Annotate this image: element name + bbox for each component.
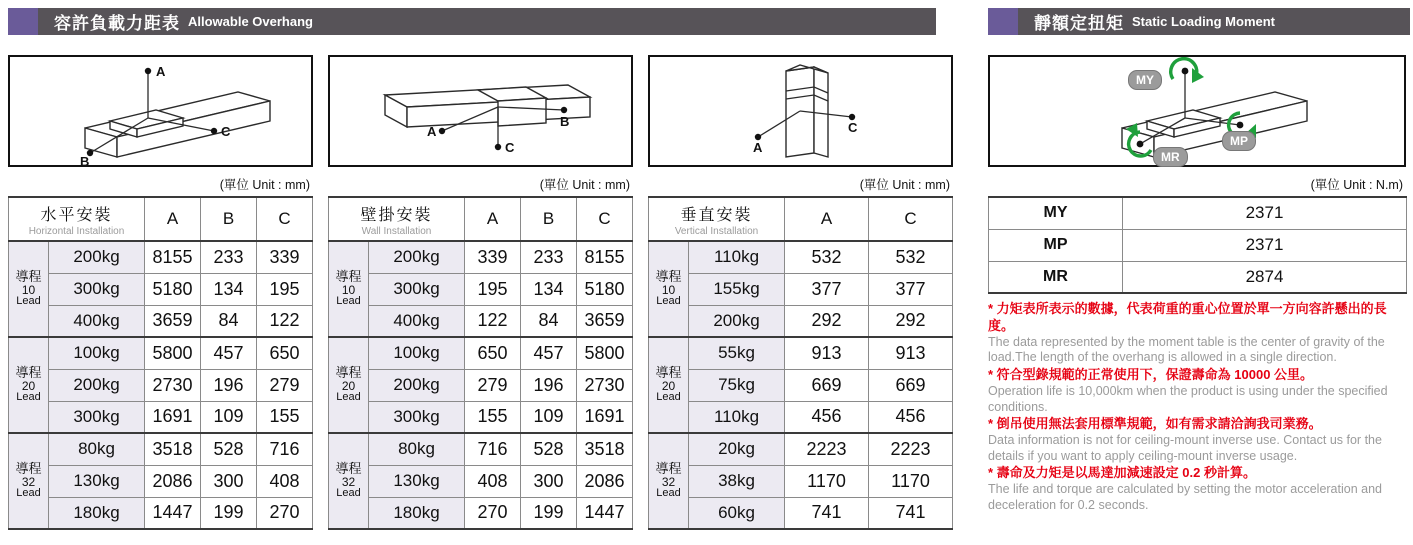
column-header-b: B: [201, 197, 257, 241]
value-cell: 716: [257, 433, 313, 465]
moment-row: [989, 197, 1407, 229]
note-en: The life and torque are calculated by setting the motor acceleration and deceleration for 0.2 seconds.: [988, 482, 1382, 512]
table-row: [329, 401, 633, 433]
lead-en: Lead: [656, 487, 681, 500]
table-row: [649, 433, 953, 465]
table-row: [9, 401, 313, 433]
moment-value: 2371: [1123, 197, 1407, 229]
axis-label-c: C: [221, 124, 231, 139]
value-cell: 3518: [145, 433, 201, 465]
note-en: Data information is not for ceiling-mount inverse use. Contact us for the details if you want to apply ceiling-mount inverse usage.: [988, 433, 1382, 463]
lead-number: 20: [21, 378, 36, 393]
table-row: [9, 273, 313, 305]
section-header-moment: [988, 8, 1410, 35]
value-cell: 377: [869, 273, 953, 305]
column-header-b: B: [521, 197, 577, 241]
lead-en: Lead: [16, 487, 41, 500]
moment-label: MY: [989, 197, 1123, 229]
note-zh: * 倒吊使用無法套用標準規範，如有需求請洽詢我司業務。: [988, 416, 1322, 432]
table-title: [329, 197, 465, 241]
lead-number: 32: [661, 474, 676, 489]
table-row: [329, 497, 633, 529]
value-cell: 2223: [785, 433, 869, 465]
lead-number: 10: [21, 282, 36, 297]
table-row: [329, 337, 633, 369]
axis-label-a: A: [753, 140, 763, 155]
lead-cell: [649, 241, 689, 337]
column-header-c: C: [577, 197, 633, 241]
value-cell: 233: [521, 241, 577, 273]
lead-zh: 導程: [655, 461, 682, 477]
moment-label-my: MY: [1128, 70, 1162, 90]
moment-label: MP: [989, 229, 1123, 261]
moment-label-mp: MP: [1222, 131, 1256, 151]
lead-cell: [9, 433, 49, 529]
value-cell: 84: [201, 305, 257, 337]
load-cell: 110kg: [689, 241, 785, 273]
column-header-a: A: [145, 197, 201, 241]
table-row: [649, 337, 953, 369]
value-cell: 3518: [577, 433, 633, 465]
lead-en: Lead: [16, 295, 41, 308]
value-cell: 741: [869, 497, 953, 529]
load-cell: 300kg: [369, 273, 465, 305]
value-cell: 199: [201, 497, 257, 529]
table-row: [329, 433, 633, 465]
value-cell: 1447: [577, 497, 633, 529]
note-zh: * 力矩表所表示的數據，代表荷重的重心位置於單一方向容許懸出的長度。: [988, 301, 1387, 333]
value-cell: 270: [257, 497, 313, 529]
value-cell: 650: [465, 337, 521, 369]
allowable-overhang-section: [8, 8, 953, 530]
value-cell: 532: [785, 241, 869, 273]
wall-rail-drawing: [330, 57, 631, 165]
table-title-en: Wall Installation: [361, 225, 432, 237]
value-cell: 155: [465, 401, 521, 433]
value-cell: 109: [201, 401, 257, 433]
value-cell: 300: [521, 465, 577, 497]
axis-label-a: A: [427, 124, 437, 139]
table-title: [649, 197, 785, 241]
load-cell: 180kg: [49, 497, 145, 529]
section-title-zh: 靜額定扭矩: [1034, 14, 1124, 33]
axis-label-b: B: [560, 114, 570, 129]
load-cell: 55kg: [689, 337, 785, 369]
value-cell: 8155: [577, 241, 633, 273]
lead-cell: [649, 337, 689, 433]
lead-en: Lead: [656, 391, 681, 404]
moment-label: MR: [989, 261, 1123, 293]
moment-value: 2371: [1123, 229, 1407, 261]
value-cell: 650: [257, 337, 313, 369]
lead-en: Lead: [336, 487, 361, 500]
table-row: [329, 465, 633, 497]
lead-cell: [329, 337, 369, 433]
value-cell: 122: [465, 305, 521, 337]
value-cell: 195: [465, 273, 521, 305]
unit-label-nm: (單位 Unit : N.m): [1310, 178, 1403, 192]
load-cell: 20kg: [689, 433, 785, 465]
moment-label-mr: MR: [1153, 147, 1188, 167]
header-row: [9, 197, 313, 241]
value-cell: 1447: [145, 497, 201, 529]
value-cell: 2223: [869, 433, 953, 465]
value-cell: 913: [869, 337, 953, 369]
lead-cell: [649, 433, 689, 529]
lead-en: Lead: [656, 295, 681, 308]
lead-number: 20: [341, 378, 356, 393]
column-header-c: C: [257, 197, 313, 241]
value-cell: 292: [869, 305, 953, 337]
value-cell: 279: [257, 369, 313, 401]
table-row: [649, 369, 953, 401]
column-header-a: A: [465, 197, 521, 241]
table-row: [329, 273, 633, 305]
table-row: [329, 305, 633, 337]
load-cell: 60kg: [689, 497, 785, 529]
value-cell: 1691: [145, 401, 201, 433]
unit-label-mm: (單位 Unit : mm): [539, 178, 630, 192]
overhang-table: [648, 196, 953, 530]
value-cell: 196: [201, 369, 257, 401]
table-row: [9, 497, 313, 529]
table-row: [9, 337, 313, 369]
lead-zh: 導程: [15, 365, 42, 381]
lead-zh: 導程: [655, 365, 682, 381]
lead-number: 10: [661, 282, 676, 297]
lead-number: 20: [661, 378, 676, 393]
value-cell: 196: [521, 369, 577, 401]
load-cell: 38kg: [689, 465, 785, 497]
value-cell: 716: [465, 433, 521, 465]
table-row: [649, 305, 953, 337]
note-zh: * 壽命及力矩是以馬達加減速設定 0.2 秒計算。: [988, 465, 1256, 481]
value-cell: 5800: [145, 337, 201, 369]
load-cell: 80kg: [369, 433, 465, 465]
lead-zh: 導程: [335, 365, 362, 381]
table-title-en: Vertical Installation: [674, 225, 759, 237]
value-cell: 2086: [145, 465, 201, 497]
value-cell: 669: [869, 369, 953, 401]
moment-row: [989, 229, 1407, 261]
value-cell: 456: [785, 401, 869, 433]
section-title-zh: 容許負載力距表: [54, 14, 180, 33]
lead-en: Lead: [336, 295, 361, 308]
purple-accent-square: [988, 8, 1018, 35]
load-cell: 200kg: [689, 305, 785, 337]
moment-value: 2874: [1123, 261, 1407, 293]
value-cell: 2730: [577, 369, 633, 401]
wall-installation-column: [328, 55, 633, 530]
load-cell: 130kg: [49, 465, 145, 497]
table-row: [329, 369, 633, 401]
load-cell: 300kg: [369, 401, 465, 433]
lead-cell: [329, 241, 369, 337]
horizontal-installation-column: [8, 55, 313, 530]
table-title: [9, 197, 145, 241]
lead-zh: 導程: [655, 269, 682, 285]
table-row: [649, 273, 953, 305]
load-cell: 100kg: [49, 337, 145, 369]
value-cell: 3659: [577, 305, 633, 337]
value-cell: 134: [201, 273, 257, 305]
table-title-en: Horizontal Installation: [28, 225, 125, 237]
lead-zh: 導程: [15, 461, 42, 477]
horizontal-installation-diagram: [8, 55, 313, 167]
value-cell: 528: [201, 433, 257, 465]
load-cell: 80kg: [49, 433, 145, 465]
value-cell: 292: [785, 305, 869, 337]
table-title-zh: 垂直安裝: [680, 206, 753, 224]
table-row: [9, 241, 313, 273]
value-cell: 270: [465, 497, 521, 529]
overhang-table: [328, 196, 633, 530]
load-cell: 300kg: [49, 401, 145, 433]
lead-cell: [329, 433, 369, 529]
moment-directions-diagram: [988, 55, 1406, 167]
moment-table: [988, 196, 1407, 294]
value-cell: 1170: [785, 465, 869, 497]
value-cell: 155: [257, 401, 313, 433]
axis-label-c: C: [505, 140, 515, 155]
table-row: [649, 497, 953, 529]
lead-en: Lead: [16, 391, 41, 404]
value-cell: 339: [257, 241, 313, 273]
static-loading-moment-section: [988, 8, 1410, 514]
load-cell: 110kg: [689, 401, 785, 433]
load-cell: 200kg: [369, 369, 465, 401]
value-cell: 2086: [577, 465, 633, 497]
table-title-zh: 壁掛安裝: [360, 206, 433, 224]
value-cell: 377: [785, 273, 869, 305]
purple-accent-square: [8, 8, 38, 35]
value-cell: 84: [521, 305, 577, 337]
value-cell: 1691: [577, 401, 633, 433]
lead-cell: [9, 241, 49, 337]
load-cell: 300kg: [49, 273, 145, 305]
section-title-en: Static Loading Moment: [1132, 14, 1275, 29]
lead-number: 10: [341, 282, 356, 297]
note-zh: * 符合型錄規範的正常使用下，保證壽命為 10000 公里。: [988, 367, 1314, 383]
value-cell: 5800: [577, 337, 633, 369]
unit-label-mm: (單位 Unit : mm): [219, 178, 310, 192]
axis-label-b: B: [80, 154, 90, 169]
unit-label-mm: (單位 Unit : mm): [859, 178, 950, 192]
value-cell: 457: [201, 337, 257, 369]
lead-zh: 導程: [335, 461, 362, 477]
column-header-c: C: [869, 197, 953, 241]
header-row: [329, 197, 633, 241]
table-row: [649, 401, 953, 433]
table-row: [649, 241, 953, 273]
value-cell: 8155: [145, 241, 201, 273]
load-cell: 75kg: [689, 369, 785, 401]
section-header-overhang: [8, 8, 936, 35]
value-cell: 5180: [577, 273, 633, 305]
table-row: [9, 433, 313, 465]
value-cell: 199: [521, 497, 577, 529]
axis-label-a: A: [156, 64, 166, 79]
value-cell: 913: [785, 337, 869, 369]
table-row: [9, 369, 313, 401]
value-cell: 195: [257, 273, 313, 305]
lead-en: Lead: [336, 391, 361, 404]
moment-table-container: [988, 196, 1410, 294]
section-title-en: Allowable Overhang: [188, 14, 313, 29]
vertical-installation-column: [648, 55, 953, 530]
lead-number: 32: [341, 474, 356, 489]
load-cell: 100kg: [369, 337, 465, 369]
overhang-table: [8, 196, 313, 530]
load-cell: 400kg: [369, 305, 465, 337]
lead-cell: [9, 337, 49, 433]
value-cell: 300: [201, 465, 257, 497]
wall-table-container: [328, 196, 633, 530]
moment-row: [989, 261, 1407, 293]
value-cell: 279: [465, 369, 521, 401]
value-cell: 122: [257, 305, 313, 337]
vertical-table-container: [648, 196, 953, 530]
value-cell: 1170: [869, 465, 953, 497]
load-cell: 130kg: [369, 465, 465, 497]
value-cell: 109: [521, 401, 577, 433]
table-row: [9, 305, 313, 337]
lead-zh: 導程: [15, 269, 42, 285]
value-cell: 233: [201, 241, 257, 273]
load-cell: 200kg: [369, 241, 465, 273]
load-cell: 400kg: [49, 305, 145, 337]
vertical-installation-diagram: [648, 55, 953, 167]
table-title-zh: 水平安裝: [40, 206, 113, 224]
lead-number: 32: [21, 474, 36, 489]
header-row: [649, 197, 953, 241]
wall-installation-diagram: [328, 55, 633, 167]
vertical-rail-drawing: [650, 57, 951, 165]
table-row: [649, 465, 953, 497]
load-cell: 200kg: [49, 369, 145, 401]
value-cell: 408: [257, 465, 313, 497]
value-cell: 408: [465, 465, 521, 497]
value-cell: 532: [869, 241, 953, 273]
note-en: The data represented by the moment table is the center of gravity of the load.The length of the overhang is allowed in a single direction.: [988, 334, 1385, 365]
column-header-a: A: [785, 197, 869, 241]
value-cell: 456: [869, 401, 953, 433]
value-cell: 457: [521, 337, 577, 369]
value-cell: 5180: [145, 273, 201, 305]
note-en: Operation life is 10,000km when the product is using under the specified conditions.: [988, 383, 1388, 414]
value-cell: 3659: [145, 305, 201, 337]
notes-block: [988, 301, 1408, 513]
value-cell: 339: [465, 241, 521, 273]
value-cell: 134: [521, 273, 577, 305]
value-cell: 669: [785, 369, 869, 401]
lead-zh: 導程: [335, 269, 362, 285]
horizontal-table-container: [8, 196, 313, 530]
load-cell: 180kg: [369, 497, 465, 529]
load-cell: 200kg: [49, 241, 145, 273]
value-cell: 741: [785, 497, 869, 529]
value-cell: 2730: [145, 369, 201, 401]
moment-rail-drawing: [990, 57, 1404, 165]
axis-label-c: C: [848, 120, 858, 135]
value-cell: 528: [521, 433, 577, 465]
load-cell: 155kg: [689, 273, 785, 305]
table-row: [329, 241, 633, 273]
table-row: [9, 465, 313, 497]
